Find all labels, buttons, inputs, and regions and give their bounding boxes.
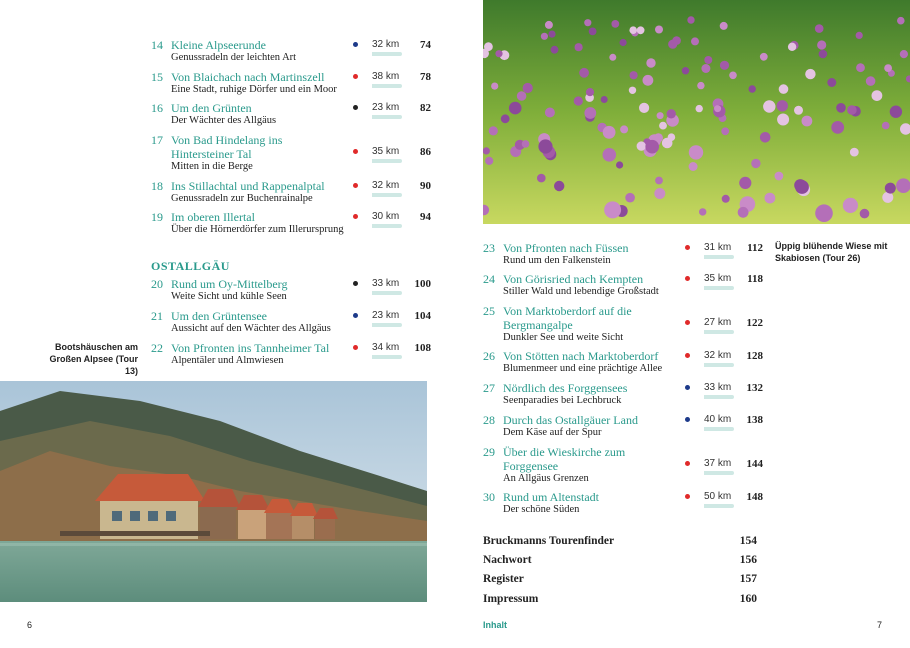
scabious-flower bbox=[890, 106, 902, 118]
toc-entry-subtitle: Dem Käse auf der Spur bbox=[503, 427, 602, 438]
scabious-flower bbox=[697, 82, 704, 89]
scabious-flower bbox=[609, 54, 616, 61]
scabious-flower bbox=[489, 126, 498, 135]
toc-entry-distance: 32 km bbox=[372, 180, 400, 191]
scabious-flower bbox=[827, 78, 836, 87]
scabious-flower bbox=[659, 122, 667, 130]
scabious-flower bbox=[885, 183, 896, 194]
scabious-flower bbox=[522, 140, 530, 148]
scabious-flower bbox=[763, 100, 775, 112]
toc-entry-title[interactable]: Von Stötten nach Marktoberdorf bbox=[503, 349, 659, 363]
elevation-bar-icon bbox=[704, 504, 734, 508]
toc-entry-title[interactable]: Über die Wieskirche zum Forggensee bbox=[503, 445, 626, 473]
scabious-flower bbox=[802, 116, 813, 127]
scabious-flower bbox=[586, 88, 594, 96]
toc-entry-title[interactable]: Von Görisried nach Kempten bbox=[503, 272, 644, 286]
scabious-flower bbox=[749, 85, 756, 92]
scabious-flower bbox=[720, 61, 729, 70]
difficulty-dot-icon bbox=[353, 345, 358, 350]
toc-entry-title[interactable]: Von Pfronten nach Füssen bbox=[503, 241, 629, 255]
toc-entry-distance: 33 km bbox=[704, 382, 732, 393]
toc-entry-distance: 35 km bbox=[372, 146, 400, 157]
scabious-flower bbox=[637, 26, 645, 34]
scabious-flower bbox=[483, 147, 490, 154]
scabious-flower bbox=[645, 140, 659, 154]
scabious-flower bbox=[637, 141, 646, 150]
toc-entry-subtitle: Aussicht auf den Wächter des Allgäus bbox=[171, 323, 331, 334]
toc-entry-number: 19 bbox=[151, 210, 163, 224]
scabious-flower bbox=[847, 105, 857, 115]
toc-extra-label: Register bbox=[483, 573, 524, 585]
scabious-flower bbox=[739, 177, 751, 189]
toc-entry-subtitle: Über die Hörnerdörfer zum Illerursprung bbox=[171, 224, 344, 235]
difficulty-dot-icon bbox=[353, 214, 358, 219]
toc-entry-number: 23 bbox=[483, 241, 495, 255]
scabious-flower bbox=[777, 100, 788, 111]
scabious-flower bbox=[545, 21, 553, 29]
toc-entry-page[interactable]: 118 bbox=[747, 273, 763, 285]
toc-entry-distance: 33 km bbox=[372, 278, 400, 289]
scabious-flower bbox=[672, 36, 681, 45]
scabious-flower bbox=[554, 181, 564, 191]
scabious-flower bbox=[722, 195, 730, 203]
difficulty-dot-icon bbox=[685, 385, 690, 390]
toc-entry-title[interactable]: Von Marktoberdorf auf die Bergmangalpe bbox=[503, 304, 632, 332]
elevation-bar-icon bbox=[372, 84, 402, 88]
toc-entry-page[interactable]: 132 bbox=[746, 382, 763, 394]
toc-entry-page[interactable]: 104 bbox=[414, 310, 431, 322]
toc-entry-number: 22 bbox=[151, 341, 163, 355]
toc-entry-title[interactable]: Rund um Oy-Mittelberg bbox=[171, 277, 288, 291]
scabious-flower bbox=[574, 96, 583, 105]
toc-entry-title[interactable]: Von Blaichach nach Martinszell bbox=[171, 70, 325, 84]
scabious-flower bbox=[721, 127, 729, 135]
toc-entry-title[interactable]: Durch das Ostallgäuer Land bbox=[503, 413, 638, 427]
scabious-flower bbox=[689, 145, 703, 159]
scabious-flower bbox=[860, 209, 870, 219]
difficulty-dot-icon bbox=[685, 461, 690, 466]
scabious-flower bbox=[657, 112, 664, 119]
toc-entry-title[interactable]: Im oberen Illertal bbox=[171, 210, 255, 224]
toc-extra-page: 156 bbox=[739, 554, 757, 566]
scabious-flower bbox=[551, 46, 559, 54]
scabious-flower bbox=[777, 114, 789, 126]
toc-entry-subtitle: Stiller Wald und lebendige Großstadt bbox=[503, 286, 659, 297]
toc-entry-distance: 32 km bbox=[372, 39, 400, 50]
scabious-flower bbox=[538, 139, 552, 153]
difficulty-dot-icon bbox=[685, 494, 690, 499]
toc-entry-page[interactable]: 90 bbox=[420, 180, 431, 192]
scabious-flower bbox=[714, 105, 721, 112]
toc-entry-page[interactable]: 108 bbox=[414, 342, 431, 354]
flower-meadow-illustration bbox=[483, 0, 910, 224]
scabious-flower bbox=[646, 58, 655, 67]
scabious-flower bbox=[523, 83, 533, 93]
elevation-bar-icon bbox=[372, 323, 402, 327]
scabious-flower bbox=[699, 208, 706, 215]
scabious-flower bbox=[704, 56, 712, 64]
scabious-flower bbox=[817, 40, 826, 49]
scabious-flower bbox=[884, 64, 892, 72]
scabious-flower bbox=[775, 172, 784, 181]
difficulty-dot-icon bbox=[353, 281, 358, 286]
toc-entry-number: 27 bbox=[483, 381, 495, 395]
toc-entry-page[interactable]: 94 bbox=[420, 211, 431, 223]
scabious-flower bbox=[575, 43, 583, 51]
scabious-flower bbox=[484, 42, 493, 51]
scabious-flower bbox=[545, 108, 555, 118]
scabious-flower bbox=[850, 148, 859, 157]
scabious-flower bbox=[856, 63, 865, 72]
toc-entry-subtitle: Alpentäler und Almwiesen bbox=[171, 355, 284, 366]
toc-extra-page: 154 bbox=[739, 535, 757, 547]
toc-entry-distance: 23 km bbox=[372, 310, 400, 321]
scabious-flower bbox=[882, 192, 893, 203]
toc-entry-distance: 32 km bbox=[704, 350, 732, 361]
scabious-flower bbox=[815, 204, 833, 222]
toc-entry-distance: 40 km bbox=[704, 414, 732, 425]
scabious-flower bbox=[795, 180, 809, 194]
caption-flower-meadow: Üppig blühende Wiese mit Skabiosen (Tour 26) bbox=[775, 241, 888, 263]
toc-entry-subtitle: Seenparadies bei Lechbruck bbox=[503, 395, 622, 406]
page-number-left: 6 bbox=[27, 620, 33, 630]
toc-entry-number: 28 bbox=[483, 413, 495, 427]
toc-entry-title[interactable]: Um den Grüntensee bbox=[171, 309, 267, 323]
scabious-flower bbox=[611, 20, 619, 28]
scabious-flower bbox=[495, 50, 502, 57]
scabious-flower bbox=[604, 201, 621, 218]
toc-entry-title[interactable]: Kleine Alpseerunde bbox=[171, 38, 266, 52]
scabious-flower bbox=[836, 103, 846, 113]
toc-entry-title[interactable]: Rund um Altenstadt bbox=[503, 490, 599, 504]
toc-entry-page[interactable]: 74 bbox=[420, 39, 431, 51]
elevation-bar-icon bbox=[372, 52, 402, 56]
difficulty-dot-icon bbox=[353, 313, 358, 318]
toc-entry-page[interactable]: 148 bbox=[746, 491, 763, 503]
scabious-flower bbox=[589, 28, 597, 36]
toc-entry-number: 14 bbox=[151, 38, 163, 52]
toc-entry-number: 26 bbox=[483, 349, 495, 363]
scabious-flower bbox=[537, 174, 546, 183]
toc-entry-page[interactable]: 144 bbox=[746, 458, 763, 470]
toc-entry-distance: 37 km bbox=[704, 458, 732, 469]
scabious-flower bbox=[691, 37, 699, 45]
scabious-flower bbox=[584, 107, 596, 119]
toc-entry-distance: 23 km bbox=[372, 102, 400, 113]
elevation-bar-icon bbox=[372, 115, 402, 119]
toc-entry-subtitle: Dunkler See und weite Sicht bbox=[503, 332, 624, 343]
section-heading-ostallgaeu: OSTALLGÄU bbox=[151, 259, 230, 273]
toc-entry-title[interactable]: Von Bad Hindelang ins Hintersteiner Tal bbox=[171, 133, 283, 161]
toc-entry-distance: 34 km bbox=[372, 342, 400, 353]
toc-extra-page: 160 bbox=[739, 593, 757, 605]
photo-flower-meadow bbox=[483, 0, 910, 224]
scabious-flower bbox=[639, 103, 649, 113]
toc-entry-subtitle: An Allgäus Grenzen bbox=[503, 473, 589, 484]
difficulty-dot-icon bbox=[685, 417, 690, 422]
scabious-flower bbox=[682, 67, 689, 74]
toc-entry-subtitle: Genussradeln der leichten Art bbox=[171, 52, 297, 63]
scabious-flower bbox=[662, 138, 673, 149]
difficulty-dot-icon bbox=[353, 149, 358, 154]
toc-extra-label: Nachwort bbox=[483, 554, 532, 566]
toc-entry-number: 20 bbox=[151, 277, 163, 291]
scabious-flower bbox=[815, 24, 824, 33]
scabious-flower bbox=[696, 105, 703, 112]
scabious-flower bbox=[630, 71, 638, 79]
scabious-flower bbox=[760, 132, 771, 143]
toc-entry-subtitle: Blumenmeer und eine prächtige Allee bbox=[503, 363, 663, 374]
toc-entry-distance: 35 km bbox=[704, 273, 732, 284]
scabious-flower bbox=[843, 198, 858, 213]
difficulty-dot-icon bbox=[685, 320, 690, 325]
elevation-bar-icon bbox=[704, 471, 734, 475]
toc-entry-number: 21 bbox=[151, 309, 163, 323]
toc-entry-page[interactable]: 100 bbox=[414, 278, 431, 290]
scabious-flower bbox=[655, 26, 663, 34]
toc-entry-number: 30 bbox=[483, 490, 495, 504]
scabious-flower bbox=[616, 161, 623, 168]
toc-extra-page: 157 bbox=[739, 573, 757, 585]
toc-entry-subtitle: Eine Stadt, ruhige Dörfer und ein Moor bbox=[171, 84, 337, 95]
boathouse-photo-illustration bbox=[0, 381, 427, 602]
running-head: Inhalt bbox=[483, 620, 507, 630]
toc-entry-title[interactable]: Ins Stillachtal und Rappenalptal bbox=[171, 179, 325, 193]
scabious-flower bbox=[491, 83, 498, 90]
toc-entry-title[interactable]: Nördlich des Forggensees bbox=[503, 381, 628, 395]
elevation-bar-icon bbox=[704, 255, 734, 259]
toc-entry-number: 16 bbox=[151, 101, 163, 115]
scabious-flower bbox=[501, 114, 510, 123]
scabious-flower bbox=[655, 177, 663, 185]
scabious-flower bbox=[779, 84, 789, 94]
toc-entry-subtitle: Der schöne Süden bbox=[503, 504, 580, 515]
toc-entry-page[interactable]: 78 bbox=[420, 71, 431, 83]
toc-entry-number: 17 bbox=[151, 133, 163, 147]
scabious-flower bbox=[625, 193, 635, 203]
scabious-flower bbox=[541, 33, 548, 40]
scabious-flower bbox=[579, 68, 589, 78]
scabious-flower bbox=[517, 91, 527, 101]
scabious-flower bbox=[760, 53, 768, 61]
scabious-flower bbox=[701, 64, 710, 73]
scabious-flower bbox=[629, 26, 637, 34]
toc-entry-page[interactable]: 86 bbox=[420, 146, 431, 158]
photo-boathouses-alpsee bbox=[0, 381, 427, 602]
scabious-flower bbox=[620, 125, 628, 133]
toc-entry-number: 24 bbox=[483, 272, 495, 286]
scabious-flower bbox=[900, 50, 908, 58]
toc-entry-page[interactable]: 122 bbox=[746, 317, 763, 329]
scabious-flower bbox=[805, 69, 815, 79]
toc-entry-number: 29 bbox=[483, 445, 495, 459]
toc-entry-subtitle: Der Wächter des Allgäus bbox=[171, 115, 277, 126]
scabious-flower bbox=[794, 106, 803, 115]
scabious-flower bbox=[548, 30, 555, 37]
difficulty-dot-icon bbox=[353, 42, 358, 47]
scabious-flower bbox=[601, 96, 608, 103]
elevation-bar-icon bbox=[372, 291, 402, 295]
scabious-flower bbox=[629, 87, 636, 94]
page-number-right: 7 bbox=[877, 620, 883, 630]
toc-entry-number: 25 bbox=[483, 304, 495, 318]
toc-extra-label: Impressum bbox=[483, 593, 539, 605]
scabious-flower bbox=[654, 188, 665, 199]
caption-boathouses: Bootshäuschen am Großen Alpsee (Tour 13) bbox=[49, 342, 138, 376]
scabious-flower bbox=[485, 157, 493, 165]
toc-entry-subtitle: Mitten in die Berge bbox=[171, 161, 253, 172]
elevation-bar-icon bbox=[372, 224, 402, 228]
toc-entry-distance: 31 km bbox=[704, 242, 732, 253]
elevation-bar-icon bbox=[704, 286, 734, 290]
difficulty-dot-icon bbox=[685, 353, 690, 358]
toc-entry-title[interactable]: Von Pfronten ins Tannheimer Tal bbox=[171, 341, 330, 355]
elevation-bar-icon bbox=[704, 395, 734, 399]
difficulty-dot-icon bbox=[685, 245, 690, 250]
elevation-bar-icon bbox=[372, 159, 402, 163]
toc-entry-distance: 30 km bbox=[372, 211, 400, 222]
toc-entry-distance: 38 km bbox=[372, 71, 400, 82]
difficulty-dot-icon bbox=[353, 183, 358, 188]
scabious-flower bbox=[689, 162, 698, 171]
toc-entry-number: 18 bbox=[151, 179, 163, 193]
scabious-flower bbox=[603, 126, 616, 139]
scabious-flower bbox=[643, 75, 654, 86]
scabious-flower bbox=[831, 121, 844, 134]
scabious-flower bbox=[738, 207, 749, 218]
scabious-flower bbox=[751, 159, 760, 168]
scabious-flower bbox=[897, 17, 905, 25]
scabious-flower bbox=[765, 193, 776, 204]
scabious-flower bbox=[667, 109, 676, 118]
scabious-flower bbox=[866, 76, 876, 86]
scabious-flower bbox=[603, 148, 617, 162]
scabious-flower bbox=[872, 90, 883, 101]
difficulty-dot-icon bbox=[353, 74, 358, 79]
toc-entry-distance: 50 km bbox=[704, 491, 732, 502]
elevation-bar-icon bbox=[372, 193, 402, 197]
toc-entry-page[interactable]: 112 bbox=[747, 242, 763, 254]
scabious-flower bbox=[509, 102, 522, 115]
scabious-flower bbox=[687, 16, 694, 23]
elevation-bar-icon bbox=[372, 355, 402, 359]
scabious-flower bbox=[620, 39, 627, 46]
toc-entry-page[interactable]: 82 bbox=[420, 102, 431, 114]
scabious-flower bbox=[788, 43, 796, 51]
elevation-bar-icon bbox=[704, 363, 734, 367]
elevation-bar-icon bbox=[704, 330, 734, 334]
toc-extra-label: Bruckmanns Tourenfinder bbox=[483, 535, 615, 547]
scabious-flower bbox=[720, 22, 728, 30]
toc-entry-number: 15 bbox=[151, 70, 163, 84]
scabious-flower bbox=[729, 72, 737, 80]
difficulty-dot-icon bbox=[353, 105, 358, 110]
toc-entry-page[interactable]: 138 bbox=[746, 414, 763, 426]
toc-entry-page[interactable]: 128 bbox=[746, 350, 763, 362]
scabious-flower bbox=[882, 122, 890, 130]
toc-entry-title[interactable]: Um den Grünten bbox=[171, 101, 252, 115]
scabious-flower bbox=[584, 19, 591, 26]
toc-entry-distance: 27 km bbox=[704, 317, 732, 328]
scabious-flower bbox=[819, 50, 828, 59]
toc-entry-subtitle: Genussradeln zur Buchenrainalpe bbox=[171, 193, 313, 204]
elevation-bar-icon bbox=[704, 427, 734, 431]
toc-entry-subtitle: Rund um den Falkenstein bbox=[503, 255, 611, 266]
toc-entry-subtitle: Weite Sicht und kühle Seen bbox=[171, 291, 287, 302]
scabious-flower bbox=[856, 32, 863, 39]
difficulty-dot-icon bbox=[685, 276, 690, 281]
